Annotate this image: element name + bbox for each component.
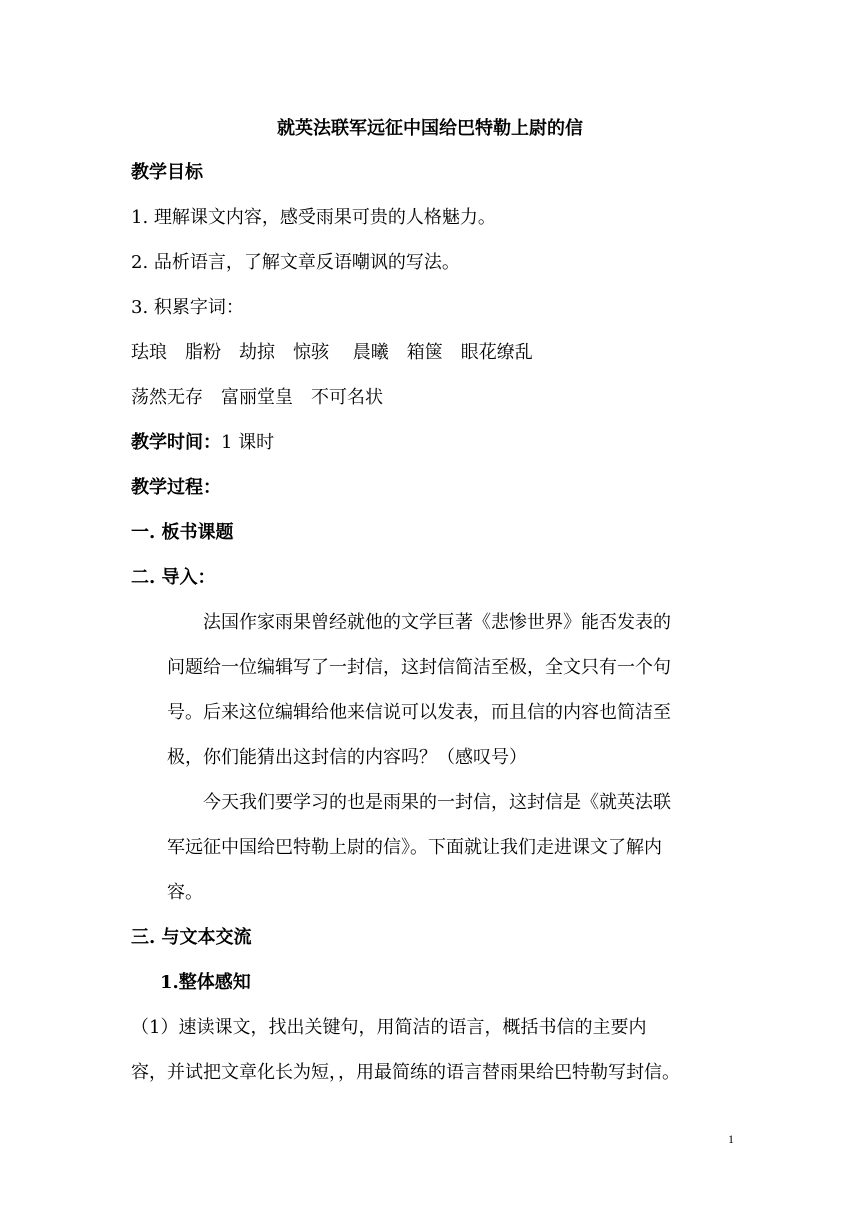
vocabulary-row-2 [131,386,401,410]
vocabulary-row-1 [131,341,551,365]
teaching-time-label: 教学时间： [131,432,221,453]
intro-line: 问题给一位编辑写了一封信，这封信简洁至极，全文只有一个句 [167,657,671,678]
vocab-word: 脂粉 [185,342,221,363]
vocab-word: 惊骇 [293,342,329,363]
teaching-time-value: 1 课时 [221,432,275,453]
section-heading-1: 一. 板书课题 [131,522,234,543]
document-title: 就英法联军远征中国给巴特勒上尉的信 [277,118,583,139]
task-line: 容，并试把文章化长为短，，用最简练的语言替雨果给巴特勒写封信。 [131,1062,680,1083]
vocab-word: 富丽堂皇 [221,387,293,408]
intro-line: 极，你们能猜出这封信的内容吗？（感叹号） [167,747,527,768]
page-number: 1 [728,1132,734,1146]
vocab-word: 珐琅 [131,342,167,363]
objective-item-3: 3. 积累字词： [131,297,244,318]
process-heading: 教学过程： [131,477,221,498]
objective-item-2: 2. 品析语言，了解文章反语嘲讽的写法。 [131,252,460,273]
intro-line: 法国作家雨果曾经就他的文学巨著《悲惨世界》能否发表的 [203,612,671,633]
objectives-heading: 教学目标 [131,162,203,183]
intro-line: 容。 [167,882,203,903]
intro-line: 号。后来这位编辑给他来信说可以发表，而且信的内容也简洁至 [167,702,671,723]
intro-line: 今天我们要学习的也是雨果的一封信，这封信是《就英法联 [203,792,671,813]
vocab-word: 箱箧 [406,342,443,363]
vocab-word: 眼花缭乱 [460,342,533,363]
vocab-word: 荡然无存 [131,387,203,408]
vocab-word: 劫掠 [239,342,275,363]
section-heading-3: 三. 与文本交流 [131,927,252,948]
vocab-word: 不可名状 [311,387,383,408]
objective-item-1: 1. 理解课文内容，感受雨果可贵的人格魅力。 [131,207,496,228]
vocab-word: 晨曦 [347,342,389,363]
teaching-time [131,431,274,455]
task-line: （1）速读课文，找出关键句，用简洁的语言，概括书信的主要内 [131,1017,647,1038]
subsection-heading: 1.整体感知 [160,972,251,993]
intro-line: 军远征中国给巴特勒上尉的信》。下面就让我们走进课文了解内 [167,837,662,858]
section-heading-2: 二. 导入： [131,567,216,588]
